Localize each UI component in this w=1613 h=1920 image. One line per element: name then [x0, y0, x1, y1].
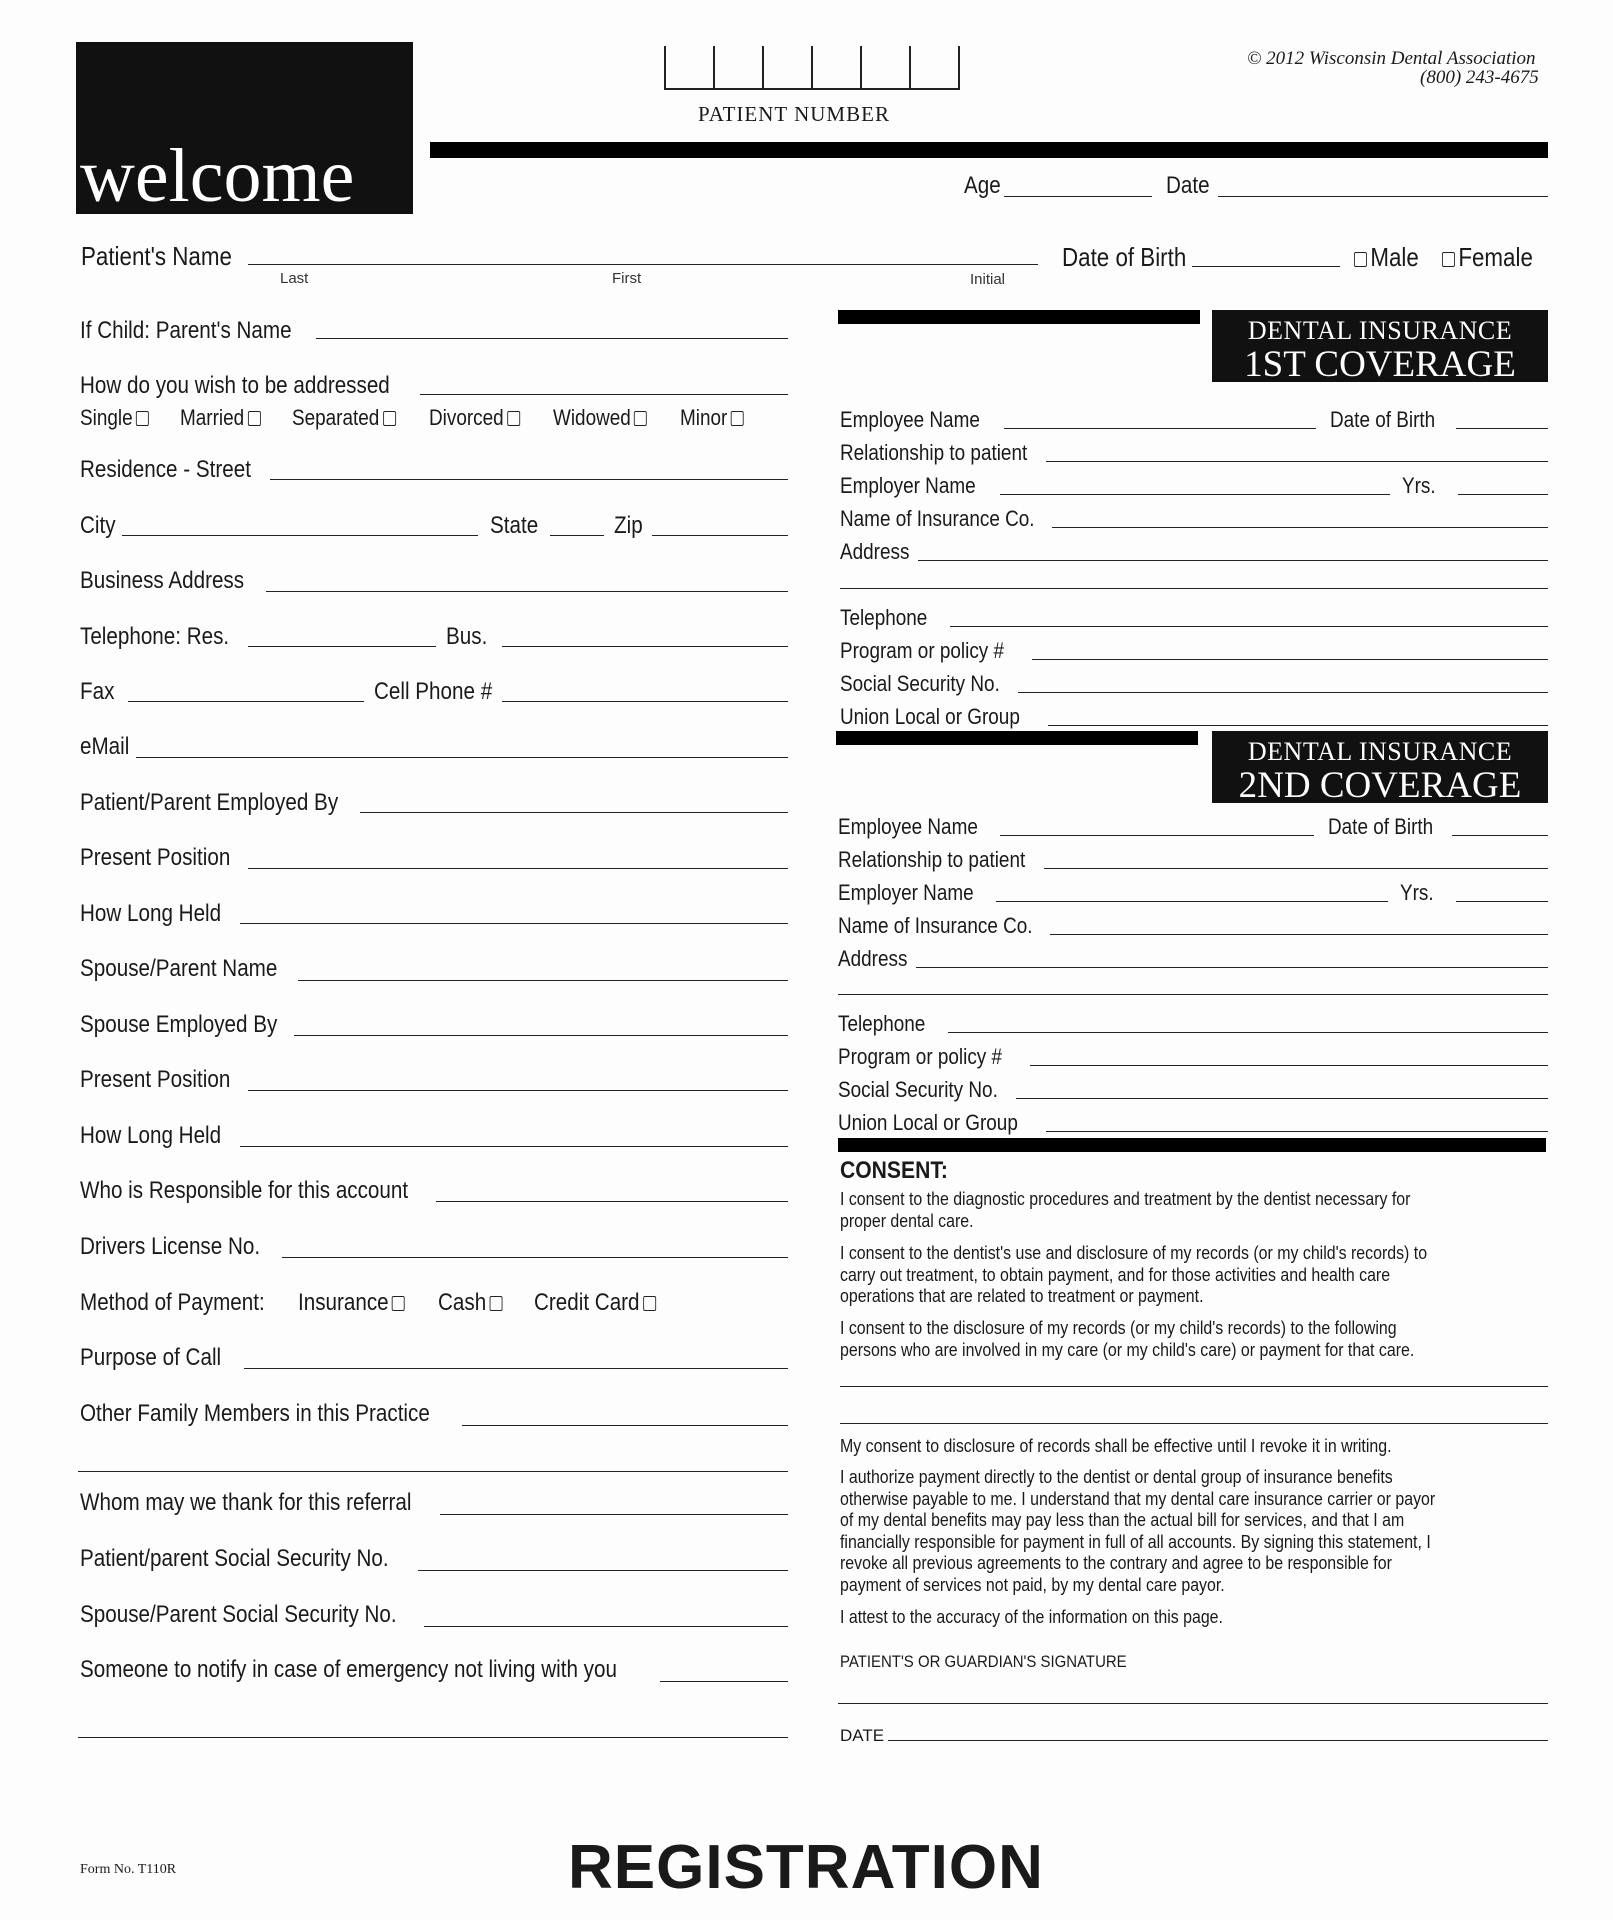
ins2-company-label: Name of Insurance Co.: [838, 913, 1033, 938]
ins2-telephone-field[interactable]: [948, 1032, 1548, 1033]
referral-label: Whom may we thank for this referral: [80, 1489, 412, 1516]
copyright: © 2012 Wisconsin Dental Association: [1247, 48, 1536, 69]
age-field[interactable]: [1004, 196, 1152, 197]
ins2-policy-field[interactable]: [1030, 1065, 1548, 1066]
patients-name-label: Patient's Name: [81, 241, 232, 271]
family-field[interactable]: [462, 1425, 788, 1426]
city-label: City: [80, 512, 116, 539]
position-field[interactable]: [248, 868, 788, 869]
patient-number-label: PATIENT NUMBER: [698, 102, 890, 126]
spouse-name-label: Spouse/Parent Name: [80, 955, 278, 982]
position2-label: Present Position: [80, 1066, 231, 1093]
addressed-label: How do you wish to be addressed: [80, 372, 390, 399]
cell-field[interactable]: [502, 701, 788, 702]
purpose-field[interactable]: [244, 1368, 788, 1369]
ins1-dob-label: Date of Birth: [1330, 407, 1436, 432]
payment-label: Method of Payment:: [80, 1289, 265, 1316]
signature-label: PATIENT'S OR GUARDIAN'S SIGNATURE: [840, 1652, 1127, 1671]
association-phone: (800) 243-4675: [1420, 67, 1539, 88]
ins1-ssn-field[interactable]: [1018, 692, 1548, 693]
state-label: State: [490, 512, 539, 539]
payment-credit-card[interactable]: Credit Card: [534, 1289, 656, 1317]
emergency-field-2[interactable]: [78, 1737, 788, 1738]
ins1-employee-label: Employee Name: [840, 407, 980, 432]
street-field[interactable]: [270, 479, 788, 480]
patient-number-boxes[interactable]: [664, 46, 960, 90]
ins2-yrs-field[interactable]: [1456, 901, 1548, 902]
ins2-policy-label: Program or policy #: [838, 1044, 1003, 1069]
registration-title: REGISTRATION: [568, 1833, 1044, 1902]
ins2-address-label: Address: [838, 946, 908, 971]
employed-by-field[interactable]: [360, 812, 788, 813]
ins2-ssn-field[interactable]: [1016, 1098, 1548, 1099]
ins1-policy-label: Program or policy #: [840, 638, 1005, 663]
ins1-union-label: Union Local or Group: [840, 704, 1020, 729]
ins2-header: DENTAL INSURANCE 2ND COVERAGE: [1212, 731, 1548, 803]
consent-title: CONSENT:: [840, 1157, 948, 1184]
employed-by-label: Patient/Parent Employed By: [80, 789, 339, 816]
ins1-employer-label: Employer Name: [840, 473, 976, 498]
family-label: Other Family Members in this Practice: [80, 1400, 430, 1427]
marital-minor[interactable]: Minor: [680, 405, 744, 431]
ins1-union-field[interactable]: [1048, 725, 1548, 726]
emergency-label: Someone to notify in case of emergency not living with you: [80, 1656, 617, 1683]
consent-p4: My consent to disclosure of records shall be effective until I revoke it in writing.: [840, 1435, 1392, 1456]
welcome-banner: [76, 42, 413, 218]
how-long-label: How Long Held: [80, 900, 222, 927]
dob-label: Date of Birth: [1062, 242, 1187, 272]
signature-field[interactable]: [838, 1703, 1548, 1704]
ins2-employer-label: Employer Name: [838, 880, 974, 905]
patients-name-field[interactable]: [248, 264, 1038, 265]
bus-phone-field[interactable]: [502, 646, 788, 647]
ins1-yrs-field[interactable]: [1458, 494, 1548, 495]
ins1-header: DENTAL INSURANCE 1ST COVERAGE: [1212, 310, 1548, 382]
payment-insurance[interactable]: Insurance: [298, 1289, 405, 1317]
license-label: Drivers License No.: [80, 1233, 261, 1260]
consent-persons-field[interactable]: [840, 1386, 1548, 1387]
female-checkbox[interactable]: [1442, 252, 1455, 267]
spouse-name-field[interactable]: [298, 980, 788, 981]
ins2-employee-label: Employee Name: [838, 814, 978, 839]
business-address-field[interactable]: [266, 591, 788, 592]
date-label: Date: [1166, 172, 1210, 199]
street-label: Residence - Street: [80, 456, 251, 483]
marital-separated[interactable]: Separated: [292, 405, 396, 431]
zip-label: Zip: [614, 512, 643, 539]
ins2-yrs-label: Yrs.: [1400, 880, 1434, 905]
family-field-2[interactable]: [78, 1471, 788, 1472]
ins1-telephone-label: Telephone: [840, 605, 928, 630]
referral-field[interactable]: [440, 1514, 788, 1515]
ins2-ssn-label: Social Security No.: [838, 1077, 998, 1102]
how-long-field[interactable]: [240, 923, 788, 924]
initial-label: Initial: [970, 271, 1006, 288]
male-checkbox[interactable]: [1354, 252, 1367, 267]
business-address-label: Business Address: [80, 567, 245, 594]
ins1-yrs-label: Yrs.: [1402, 473, 1436, 498]
ins2-address-field[interactable]: [916, 967, 1548, 968]
spouse-ssn-label: Spouse/Parent Social Security No.: [80, 1601, 397, 1628]
ins2-employer-field[interactable]: [996, 901, 1388, 902]
signature-date-label: DATE: [840, 1726, 885, 1745]
position2-field[interactable]: [248, 1090, 788, 1091]
last-label: Last: [280, 270, 309, 287]
welcome-text: welcome: [80, 134, 355, 218]
dob-field[interactable]: [1192, 266, 1340, 267]
cell-label: Cell Phone #: [374, 678, 493, 705]
ins2-rule: [836, 731, 1198, 745]
responsible-field[interactable]: [436, 1201, 788, 1202]
tel-res-field[interactable]: [248, 646, 436, 647]
marital-single[interactable]: Single: [80, 405, 149, 431]
consent-p5: I authorize payment directly to the dentist or dental group of insurance benefits otherwise payable to me. I understand that my dental care insurance carrier or payor of my dental benefits may pay less than the actual bill for services, and that I am financially responsible for payment in full of all accounts. By signing this statement, I revoke all previous agreements to the contrary and agree to be responsible for payment of services not paid, by my dental care payor.: [840, 1466, 1436, 1595]
how-long2-label: How Long Held: [80, 1122, 222, 1149]
position-label: Present Position: [80, 844, 231, 871]
form-number: Form No. T110R: [80, 1862, 177, 1877]
how-long2-field[interactable]: [240, 1146, 788, 1147]
ins2-address-field-2[interactable]: [838, 994, 1548, 995]
ins2-dob-label: Date of Birth: [1328, 814, 1434, 839]
marital-married[interactable]: Married: [180, 405, 260, 431]
ins2-dob-field[interactable]: [1452, 835, 1548, 836]
ins2-relationship-field[interactable]: [1044, 868, 1548, 869]
license-field[interactable]: [282, 1257, 788, 1258]
ins2-company-field[interactable]: [1050, 934, 1548, 935]
ins1-address-field-2[interactable]: [840, 588, 1548, 589]
patient-ssn-label: Patient/parent Social Security No.: [80, 1545, 389, 1572]
ins2-union-label: Union Local or Group: [838, 1110, 1018, 1135]
spouse-ssn-field[interactable]: [424, 1626, 788, 1627]
male-option[interactable]: Male: [1354, 242, 1419, 273]
zip-field[interactable]: [652, 535, 788, 536]
consent-p1: I consent to the diagnostic procedures and treatment by the dentist necessary for proper dental care.: [840, 1188, 1411, 1231]
consent-p3: I consent to the disclosure of my records (or my child's records) to the following persons who are involved in my care (or my child's care) or payment for that care.: [840, 1317, 1415, 1360]
ins1-company-label: Name of Insurance Co.: [840, 506, 1035, 531]
first-label: First: [612, 270, 642, 287]
payment-cash[interactable]: Cash: [438, 1289, 503, 1317]
ins1-dob-field[interactable]: [1456, 428, 1548, 429]
marital-widowed[interactable]: Widowed: [553, 405, 647, 431]
ins1-address-field[interactable]: [918, 560, 1548, 561]
addressed-field[interactable]: [420, 394, 788, 395]
consent-p6: I attest to the accuracy of the information on this page.: [840, 1606, 1223, 1627]
ins1-rule: [838, 310, 1200, 324]
parents-name-field[interactable]: [316, 338, 788, 339]
ins1-employee-field[interactable]: [1004, 428, 1316, 429]
consent-rule: [838, 1138, 1546, 1152]
age-label: Age: [964, 172, 1001, 199]
consent-persons-field-2[interactable]: [840, 1423, 1548, 1424]
ins1-ssn-label: Social Security No.: [840, 671, 1000, 696]
ins1-relationship-label: Relationship to patient: [840, 440, 1028, 465]
ins2-relationship-label: Relationship to patient: [838, 847, 1026, 872]
ins1-address-label: Address: [840, 539, 910, 564]
consent-p2: I consent to the dentist's use and disclosure of my records (or my child's records) to carry out treatment, to obtain payment, and for those activities and health care operations that are related to treatment or payment.: [840, 1242, 1428, 1306]
fax-label: Fax: [80, 678, 115, 705]
ins2-employee-field[interactable]: [1000, 835, 1314, 836]
signature-date-field[interactable]: [888, 1740, 1548, 1741]
date-field[interactable]: [1218, 196, 1548, 197]
spouse-employed-label: Spouse Employed By: [80, 1011, 278, 1038]
ins1-relationship-field[interactable]: [1046, 461, 1548, 462]
ins1-company-field[interactable]: [1052, 527, 1548, 528]
ins1-telephone-field[interactable]: [950, 626, 1548, 627]
email-field[interactable]: [136, 757, 788, 758]
fax-field[interactable]: [128, 701, 364, 702]
parents-name-label: If Child: Parent's Name: [80, 317, 292, 344]
tel-res-label: Telephone: Res.: [80, 623, 230, 650]
marital-divorced[interactable]: Divorced: [429, 405, 520, 431]
state-field[interactable]: [550, 535, 604, 536]
ins2-union-field[interactable]: [1046, 1131, 1548, 1132]
email-label: eMail: [80, 733, 130, 760]
bus-label: Bus.: [446, 623, 488, 650]
emergency-field[interactable]: [660, 1681, 788, 1682]
city-field[interactable]: [122, 535, 478, 536]
ins2-telephone-label: Telephone: [838, 1011, 926, 1036]
spouse-employed-field[interactable]: [294, 1035, 788, 1036]
ins1-policy-field[interactable]: [1032, 659, 1548, 660]
patient-ssn-field[interactable]: [418, 1570, 788, 1571]
responsible-label: Who is Responsible for this account: [80, 1177, 409, 1204]
purpose-label: Purpose of Call: [80, 1344, 222, 1371]
female-option[interactable]: Female: [1442, 242, 1533, 273]
ins1-employer-field[interactable]: [1000, 494, 1390, 495]
header-rule: [430, 142, 1548, 158]
